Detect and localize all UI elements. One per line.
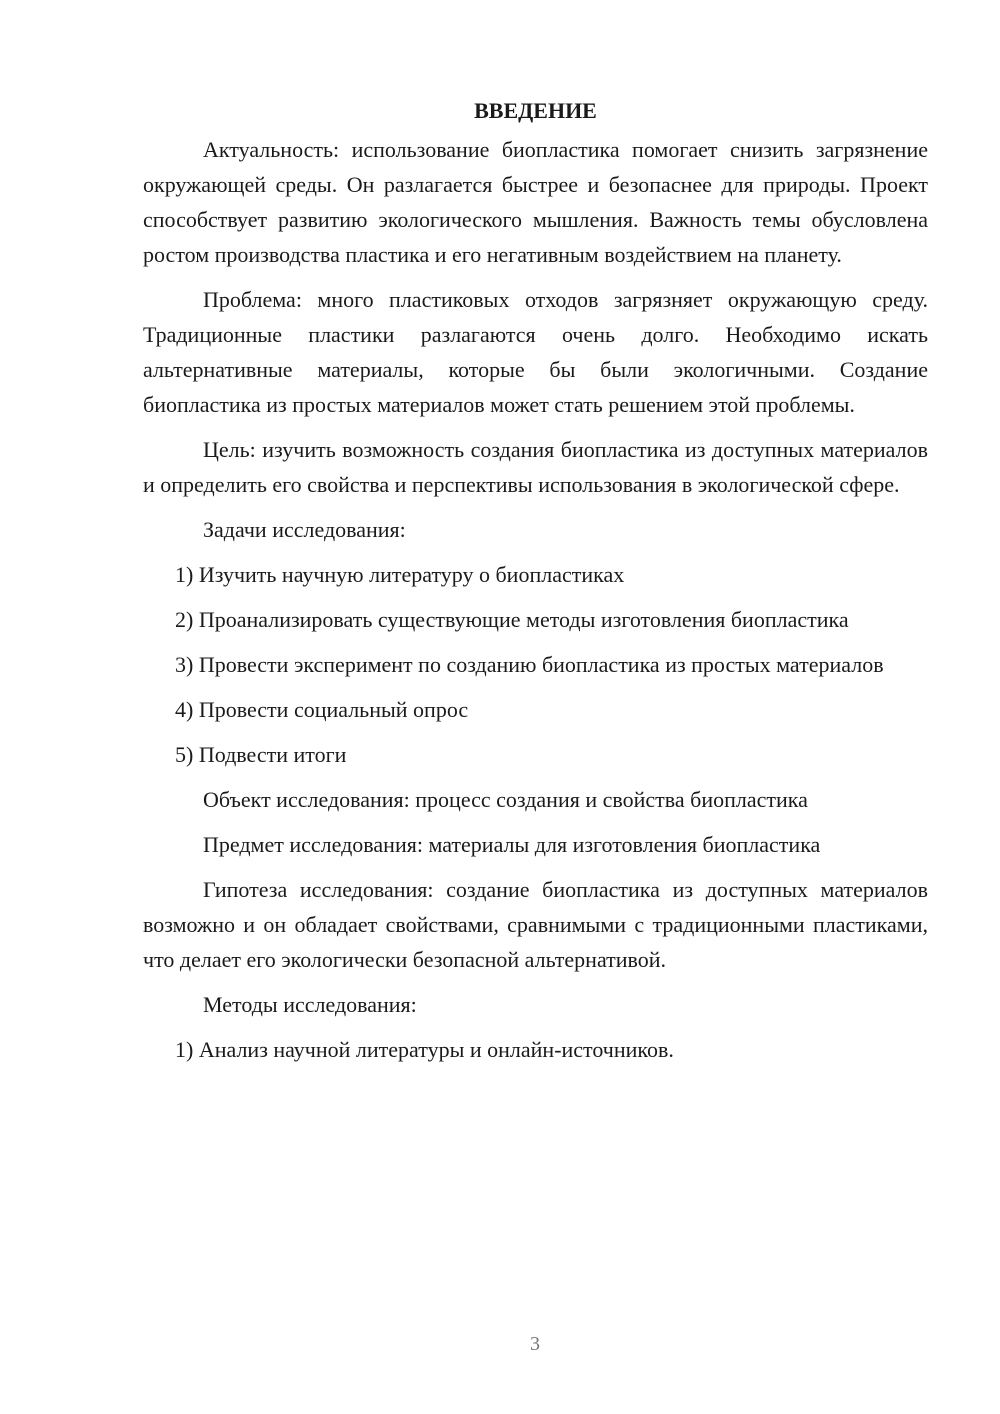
goal-paragraph: Цель: изучить возможность создания биопластика из доступных материалов и определить его свойства и перспективы использования в экологической сфере. [143,437,928,497]
task-item-1: 1) Изучить научную литературу о биопластиках [175,562,625,587]
method-item-1: 1) Анализ научной литературы и онлайн-источников. [175,1037,674,1062]
task-item-3: 3) Провести эксперимент по созданию биопластика из простых материалов [175,652,884,677]
page-content [143,93,928,1067]
page-number: 3 [530,1333,540,1355]
relevance-paragraph: Актуальность: использование биопластика помогает снизить загрязнение окружающей среды. Он разлагается быстрее и безопаснее для природы. Проект способствует развитию экологического мышления. Важность темы обусловлена ростом производства пластика и его негативным воздействием на планету. [143,137,928,267]
tasks-heading: Задачи исследования: [203,517,406,542]
hypothesis-paragraph: Гипотеза исследования: создание биопластика из доступных материалов возможно и он обладает свойствами, сравнимыми с традиционными пластиками, что делает его экологически безопасной альтернативой. [143,877,928,972]
page-title: ВВЕДЕНИЕ [474,98,597,123]
object-paragraph: Объект исследования: процесс создания и свойства биопластика [203,787,808,812]
task-item-2: 2) Проанализировать существующие методы изготовления биопластика [175,607,849,632]
problem-paragraph: Проблема: много пластиковых отходов загрязняет окружающую среду. Традиционные пластики разлагаются очень долго. Необходимо искать альтернативные материалы, которые бы были экологичными. Создание биопластика из простых материалов может стать решением этой проблемы. [143,287,928,417]
task-item-4: 4) Провести социальный опрос [175,697,469,722]
subject-paragraph: Предмет исследования: материалы для изготовления биопластика [203,832,821,857]
task-item-5: 5) Подвести итоги [175,742,347,767]
methods-heading: Методы исследования: [203,992,417,1017]
